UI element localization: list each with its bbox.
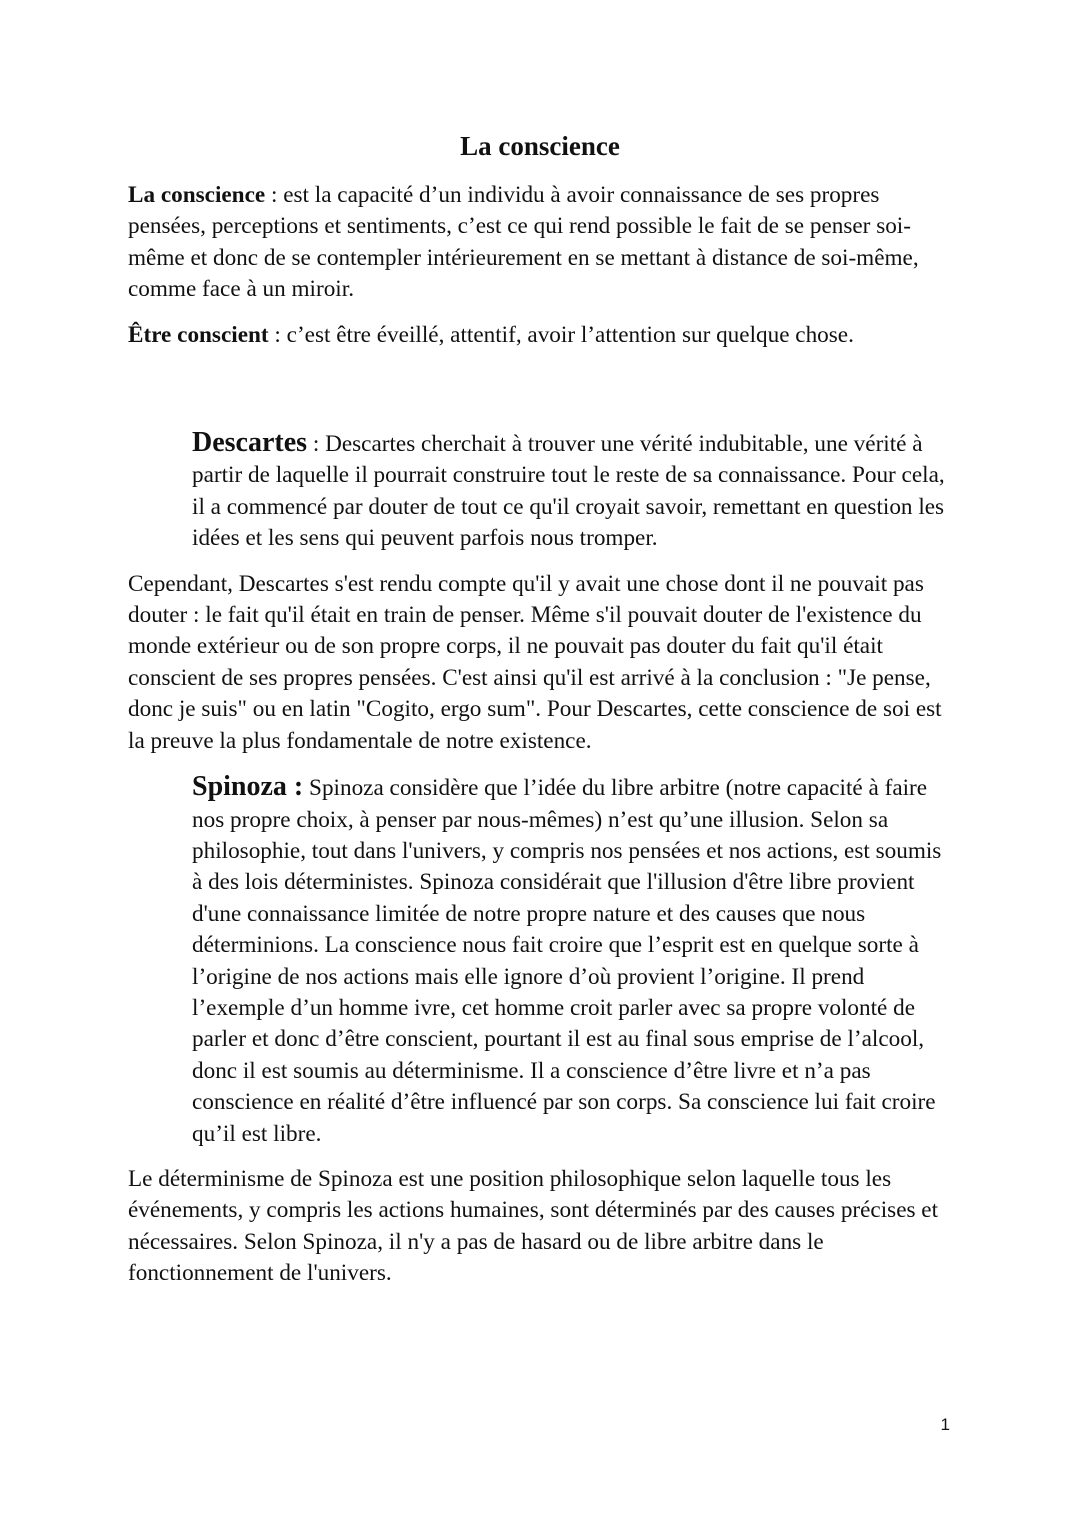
spinoza-text-1: Spinoza considère que l’idée du libre arbitre (notre capacité à faire nos propre choix, à penser par nous-mêmes) n’est qu’une illusion. Selon sa philosophie, tout dans l'univers, y compris nos pensées et nos actions, est soumis à des lois déterministes. Spinoza considérait que l'illusion d'être libre provient d'une connaissance limitée de notre propre nature et des causes que nous déterminions. La conscience nous fait croire que l’esprit est en quelque sorte à l’origine de nos actions mais elle ignore d’où provient l’origine. Il prend l’exemple d’un homme ivre, cet homme croit parler avec sa propre volonté de parler et donc d’être conscient, pourtant il est au final sous emprise de l’alcool, donc il est soumis au déterminisme. Il a conscience d’être livre et n’a pas conscience en réalité d’être influencé par son corps. Sa conscience lui fait croire qu’il est libre.	[192, 775, 942, 1147]
philosopher-name-descartes: Descartes	[192, 427, 308, 459]
spinoza-paragraph-1	[128, 771, 956, 1150]
document-body	[128, 180, 956, 1290]
definition-text: est la capacité d’un individu à avoir connaissance de ses propres pensées, perceptions et sentiments, c’est ce qui rend possible le fait de se penser soi-même et donc de se contempler intérieurement en se mettant à distance de soi-même, comme face à un miroir.	[128, 182, 919, 303]
page-number: 1	[940, 1415, 950, 1434]
descartes-paragraph-1	[128, 427, 956, 555]
spinoza-paragraph-2: Le déterminisme de Spinoza est une position philosophique selon laquelle tous les événements, y compris les actions humaines, sont déterminés par des causes précises et nécessaires. Selon Spinoza, il n'y a pas de hasard ou de libre arbitre dans le fonctionnement de l'univers.	[128, 1165, 939, 1287]
definition-term: La conscience	[128, 182, 266, 208]
definition-separator: :	[268, 321, 287, 348]
descartes-paragraph-2: Cependant, Descartes s'est rendu compte qu'il y avait une chose dont il ne pouvait pas douter : le fait qu'il était en train de penser. Même s'il pouvait douter de l'existence du monde extérieur ou de son propre corps, il ne pouvait pas douter du fait qu'il était conscient de ses propres pensées. C'est ainsi qu'il est arrivé à la conclusion : "Je pense, donc je suis" ou en latin "Cogito, ergo sum". Pour Descartes, cette conscience de soi est la preuve la plus fondamentale de notre existence.	[128, 570, 942, 754]
definition-separator: :	[265, 182, 284, 208]
page-title: La conscience	[460, 131, 620, 161]
descartes-separator: :	[307, 431, 326, 458]
definition-text: c’est être éveillé, attentif, avoir l’attention sur quelque chose.	[286, 321, 854, 348]
definition-term: Être conscient	[128, 321, 269, 348]
definition-etre-conscient	[128, 320, 956, 351]
definition-conscience	[128, 180, 956, 306]
descartes-text-1: Descartes cherchait à trouver une vérité indubitable, une vérité à partir de laquelle il pourrait construire tout le reste de sa connaissance. Pour cela, il a commencé par douter de tout ce qu'il croyait savoir, remettant en question les idées et les sens qui peuvent parfois nous tromper.	[192, 431, 945, 552]
philosopher-name-spinoza: Spinoza :	[192, 771, 304, 803]
